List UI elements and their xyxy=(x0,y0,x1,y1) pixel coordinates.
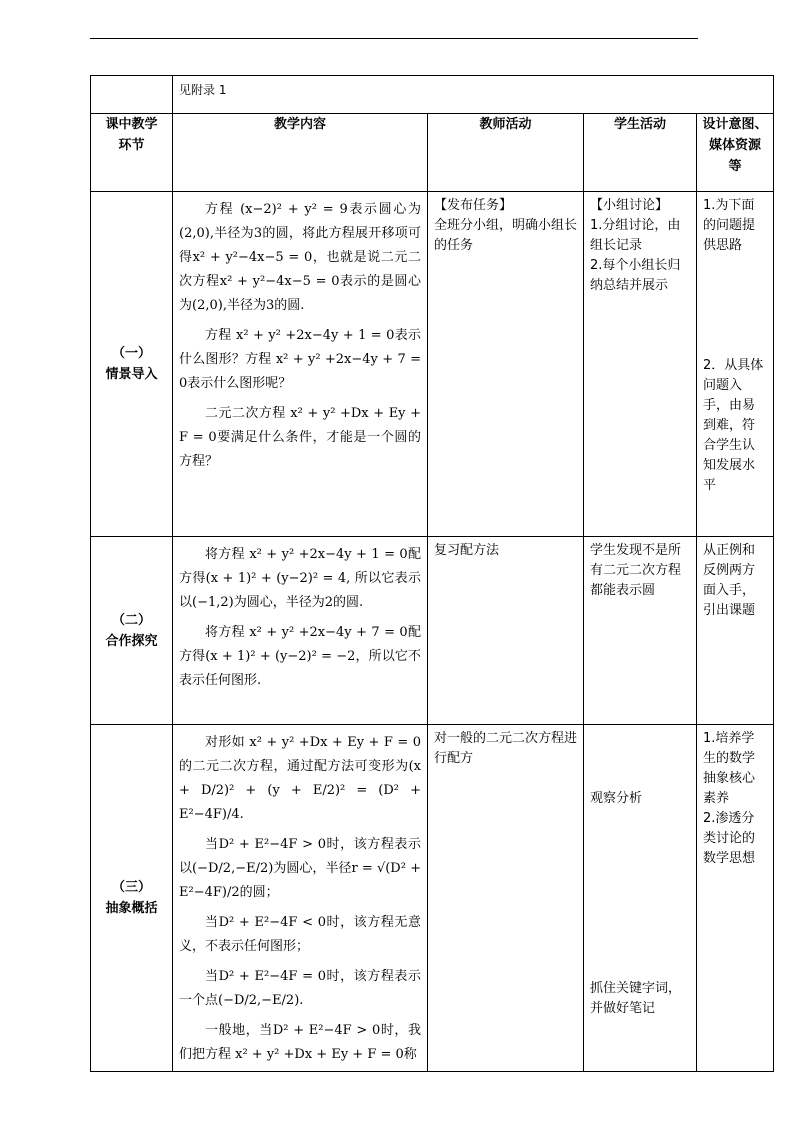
student-abstract xyxy=(584,725,697,1072)
stage-explore-title: 合作探究 xyxy=(105,633,158,649)
lesson-plan-table xyxy=(90,75,774,1072)
teacher-explore xyxy=(428,537,584,725)
content-intro-p1: 方程 (x−2)² + y² = 9表示圆心为(2,0),半径为3的圆，将此方程展开移项可得x² + y²−4x−5 = 0，也就是说二元二次方程x² + y²−4x−5 = 0表示的是圆心为(2,0),半径为3的圆. xyxy=(179,202,421,313)
content-abstract-p3: 当D² + E²−4F < 0时，该方程无意义，不表示任何图形； xyxy=(179,915,421,954)
stage-abstract xyxy=(91,725,173,1072)
design-explore xyxy=(697,537,774,725)
content-abstract-p1: 对形如 x² + y² +Dx + Ey + F = 0的二元二次方程，通过配方法可变形为(x + D/2)² + (y + E/2)² = (D² + E²−4F)/4. xyxy=(179,735,421,822)
header-design-line2: 媒体资源 xyxy=(709,138,762,153)
header-stage-line1: 课中教学 xyxy=(105,117,158,132)
teacher-explore-text: 复习配方法 xyxy=(434,543,500,558)
stage-abstract-title: 抽象概括 xyxy=(105,901,158,916)
header-rule xyxy=(90,38,698,39)
appendix-stage-cell xyxy=(91,76,173,114)
row-explore xyxy=(91,537,774,725)
header-design-line1: 设计意图、 xyxy=(702,117,768,132)
content-abstract-p5: 一般地，当D² + E²−4F > 0时，我们把方程 x² + y² +Dx + Ey + F = 0称 xyxy=(179,1023,421,1062)
header-stage xyxy=(91,114,173,192)
header-design xyxy=(697,114,774,192)
student-intro-title: 【小组讨论】 xyxy=(590,198,669,213)
content-explore xyxy=(173,537,428,725)
design-abstract-item1: 1.培养学生的数学抽象核心素养 xyxy=(703,731,756,806)
student-explore-text: 学生发现不是所有二元二次方程都能表示圆 xyxy=(590,543,682,598)
stage-explore-number: （二） xyxy=(111,612,151,628)
appendix-cell: 见附录 1 xyxy=(173,76,774,114)
stage-intro-number: （一） xyxy=(111,346,151,361)
appendix-row xyxy=(91,76,774,114)
student-explore xyxy=(584,537,697,725)
stage-intro-title: 情景导入 xyxy=(105,367,158,382)
content-abstract xyxy=(173,725,428,1072)
teacher-intro-text: 全班分小组，明确小组长的任务 xyxy=(434,218,578,253)
design-intro xyxy=(697,192,774,537)
row-abstract xyxy=(91,725,774,1072)
design-intro-gap xyxy=(703,256,767,356)
teacher-intro xyxy=(428,192,584,537)
content-explore-p1: 将方程 x² + y² +2x−4y + 1 = 0配方得(x + 1)² + (y−2)² = 4, 所以它表示以(−1,2)为圆心，半径为2的圆. xyxy=(179,547,421,610)
teacher-abstract xyxy=(428,725,584,1072)
student-intro-item1: 1.分组讨论，由组长记录 xyxy=(590,218,681,253)
student-abstract-item2: 抓住关键字词，并做好笔记 xyxy=(590,981,682,1016)
header-student: 学生活动 xyxy=(584,114,697,192)
student-abstract-gap2 xyxy=(590,809,690,979)
row-intro xyxy=(91,192,774,537)
student-abstract-item1: 观察分析 xyxy=(590,791,643,806)
design-intro-item1: 1.为下面的问题提供思路 xyxy=(703,198,756,253)
student-abstract-gap1 xyxy=(590,729,690,789)
design-abstract xyxy=(697,725,774,1072)
content-intro-p3: 二元二次方程 x² + y² +Dx + Ey + F = 0要满足什么条件，才能是一个圆的方程？ xyxy=(179,406,421,469)
teacher-intro-title: 【发布任务】 xyxy=(434,198,513,213)
content-abstract-p2: 当D² + E²−4F > 0时，该方程表示以(−D/2,−E/2)为圆心，半径r = √(D² + E²−4F)/2的圆； xyxy=(179,837,421,900)
content-intro xyxy=(173,192,428,537)
design-explore-text: 从正例和反例两方面入手，引出课题 xyxy=(703,543,756,618)
design-abstract-item2: 2.渗透分类讨论的数学思想 xyxy=(703,811,756,866)
design-intro-item2: 2．从具体问题入手，由易到难，符合学生认知发展水平 xyxy=(703,358,764,493)
student-intro xyxy=(584,192,697,537)
content-intro-p2: 方程 x² + y² +2x−4y + 1 = 0表示什么图形？方程 x² + y² +2x−4y + 7 = 0表示什么图形呢？ xyxy=(179,328,421,391)
header-teacher: 教师活动 xyxy=(428,114,584,192)
header-content: 教学内容 xyxy=(173,114,428,192)
content-abstract-p4: 当D² + E²−4F = 0时，该方程表示一个点(−D/2,−E/2). xyxy=(179,969,421,1008)
stage-explore xyxy=(91,537,173,725)
student-intro-item2: 2.每个小组长归纳总结并展示 xyxy=(590,258,681,293)
header-row xyxy=(91,114,774,192)
content-explore-p2: 将方程 x² + y² +2x−4y + 7 = 0配方得(x + 1)² + (y−2)² = −2，所以它不表示任何图形. xyxy=(179,625,421,688)
teacher-abstract-text: 对一般的二元二次方程进行配方 xyxy=(434,731,578,766)
stage-intro xyxy=(91,192,173,537)
stage-abstract-number: （三） xyxy=(111,880,151,895)
header-design-line3: 等 xyxy=(728,159,742,174)
header-stage-line2: 环节 xyxy=(118,138,145,153)
